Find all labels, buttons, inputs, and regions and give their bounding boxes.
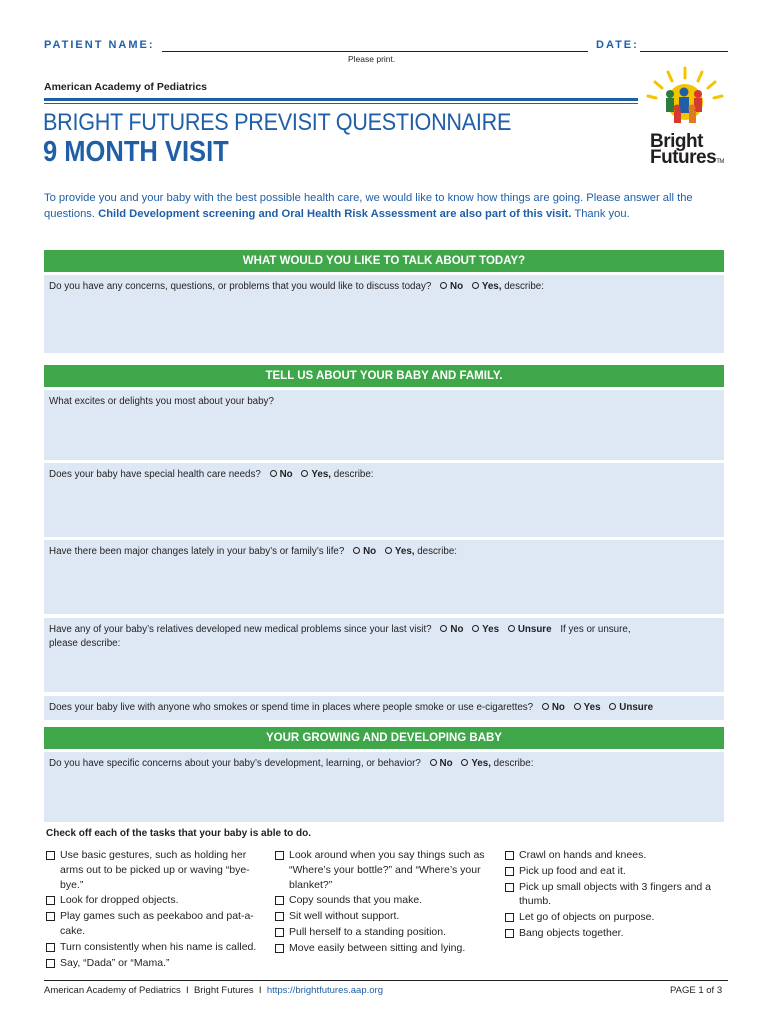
checkbox-icon[interactable] — [505, 883, 514, 892]
concerns-answer-box[interactable] — [44, 275, 724, 353]
changes-answer-box[interactable] — [44, 540, 724, 614]
relatives-no-option[interactable] — [440, 623, 463, 637]
smoke-no-option[interactable] — [542, 701, 565, 715]
checkbox-icon[interactable] — [275, 896, 284, 905]
option-describe-label: describe: — [333, 469, 374, 480]
option-describe-label: describe: — [504, 281, 544, 292]
option-yes-label: Yes — [583, 702, 601, 713]
patient-name-label: PATIENT NAME: — [44, 39, 155, 51]
checkbox-icon[interactable] — [275, 944, 284, 953]
logo-line-2-text: Futures — [650, 147, 717, 168]
logo-wordmark — [650, 131, 724, 170]
task-item[interactable] — [46, 956, 268, 971]
option-yes-label: Yes, — [481, 281, 502, 292]
checkbox-icon[interactable] — [505, 867, 514, 876]
option-no-label: No — [279, 469, 293, 480]
task-item[interactable] — [46, 940, 268, 955]
footer-link[interactable]: https://brightfutures.aap.org — [266, 985, 383, 996]
footer-credits — [44, 985, 383, 996]
task-label: Let go of objects on purpose. — [519, 911, 655, 924]
relatives-answer-box[interactable] — [44, 618, 724, 692]
relatives-question — [49, 623, 631, 651]
special-needs-answer-box[interactable] — [44, 463, 724, 537]
page-subtitle: 9 MONTH VISIT — [43, 136, 229, 168]
task-item[interactable] — [275, 941, 499, 956]
patient-name-field[interactable] — [162, 51, 588, 52]
date-label: DATE: — [596, 39, 639, 51]
radio-circle-icon[interactable] — [440, 625, 447, 632]
radio-circle-icon[interactable] — [542, 703, 549, 710]
option-describe-label: describe: — [493, 758, 534, 769]
relatives-unsure-option[interactable] — [508, 623, 552, 637]
development-question-text: Do you have specific concerns about your baby’s development, learning, or behavior? — [49, 758, 421, 769]
task-item[interactable] — [505, 864, 727, 879]
task-item[interactable] — [46, 909, 268, 939]
org-name: American Academy of Pediatrics — [44, 81, 208, 93]
logo-line-2 — [650, 147, 724, 170]
task-label: Turn consistently when his name is called. — [60, 940, 257, 953]
concerns-question — [49, 280, 544, 294]
checkbox-icon[interactable] — [275, 928, 284, 937]
option-yes-label: Yes, — [471, 758, 491, 769]
checkbox-icon[interactable] — [46, 912, 55, 921]
smoke-answer-box — [44, 696, 724, 720]
changes-question-text: Have there been major changes lately in your baby’s or family’s life? — [49, 546, 345, 557]
relatives-line2-text: please describe: — [49, 638, 121, 649]
section-talk-header: WHAT WOULD YOU LIKE TO TALK ABOUT TODAY? — [44, 250, 724, 272]
logo-line-1: Bright — [650, 131, 703, 152]
radio-circle-icon[interactable] — [385, 547, 392, 554]
task-item[interactable] — [275, 925, 499, 940]
option-no-label: No — [363, 546, 377, 557]
task-item[interactable] — [46, 893, 268, 908]
task-item[interactable] — [46, 848, 268, 892]
task-label: Pick up food and eat it. — [519, 864, 626, 877]
checkbox-icon[interactable] — [275, 912, 284, 921]
task-label: Look around when you say things such as “Where’s your bottle?” and “Where’s your blanket?” — [289, 849, 485, 891]
task-item[interactable] — [505, 880, 727, 910]
tasks-heading: Check off each of the tasks that your baby is able to do. — [46, 828, 312, 839]
task-item[interactable] — [275, 848, 499, 892]
option-unsure-label: Unsure — [517, 624, 552, 635]
checkbox-icon[interactable] — [275, 851, 284, 860]
option-describe-label: describe: — [417, 546, 457, 557]
option-no-label: No — [450, 281, 464, 292]
concerns-question-text: Do you have any concerns, questions, or problems that you would like to discuss today? — [49, 281, 432, 292]
radio-circle-icon[interactable] — [472, 625, 479, 632]
smoke-question — [49, 701, 653, 715]
checkbox-icon[interactable] — [505, 913, 514, 922]
special-needs-no-option[interactable] — [270, 468, 293, 482]
page-number: PAGE 1 of 3 — [670, 985, 723, 996]
relatives-yes-option[interactable] — [472, 623, 499, 637]
task-label: Look for dropped objects. — [60, 894, 179, 907]
task-label: Crawl on hands and knees. — [519, 849, 647, 861]
option-no-label: No — [439, 758, 453, 769]
checkbox-icon[interactable] — [46, 851, 55, 860]
tasks-column-1 — [46, 848, 268, 971]
task-label: Move easily between sitting and lying. — [289, 941, 466, 954]
date-field[interactable] — [640, 51, 728, 52]
intro-bold: Child Development screening and Oral Health Risk Assessment are also part of this visit. — [98, 208, 572, 220]
concerns-no-option[interactable] — [440, 280, 463, 294]
checkbox-icon[interactable] — [46, 959, 55, 968]
option-no-label: No — [450, 624, 464, 635]
special-needs-yes-option[interactable] — [301, 468, 373, 482]
radio-circle-icon[interactable] — [301, 470, 308, 477]
task-label: Use basic gestures, such as holding her arms out to be picked up or waving “bye-bye.” — [60, 849, 250, 891]
radio-circle-icon[interactable] — [461, 759, 468, 766]
please-print-note: Please print. — [348, 54, 396, 64]
special-needs-question-text: Does your baby have special health care needs? — [49, 469, 261, 480]
radio-circle-icon[interactable] — [440, 282, 447, 289]
option-no-label: No — [551, 702, 565, 713]
option-yes-label: Yes, — [394, 546, 415, 557]
task-label: Copy sounds that you make. — [289, 894, 423, 907]
tasks-column-3 — [505, 848, 727, 942]
relatives-tail-text: If yes or unsure, — [560, 624, 631, 635]
header-rule-thin — [44, 103, 638, 104]
excites-answer-box[interactable] — [44, 390, 724, 460]
development-yes-option[interactable] — [461, 757, 533, 771]
task-label: Play games such as peekaboo and pat-a-cake. — [60, 910, 254, 937]
smoke-question-text: Does your baby live with anyone who smokes or spend time in places where people smoke or use e-cigarettes? — [49, 702, 534, 713]
option-yes-label: Yes — [482, 624, 500, 635]
excites-question: What excites or delights you most about your baby? — [49, 396, 274, 407]
radio-circle-icon[interactable] — [430, 759, 437, 766]
development-question — [49, 757, 533, 771]
patient-header — [44, 38, 728, 54]
checkbox-icon[interactable] — [505, 929, 514, 938]
radio-circle-icon[interactable] — [353, 547, 360, 554]
page-title: BRIGHT FUTURES PREVISIT QUESTIONNAIRE — [43, 109, 512, 136]
changes-no-option[interactable] — [353, 545, 376, 559]
concerns-yes-option[interactable] — [472, 280, 544, 294]
footer-rule — [44, 980, 728, 981]
development-answer-box[interactable] — [44, 752, 724, 822]
checkbox-icon[interactable] — [46, 943, 55, 952]
radio-circle-icon[interactable] — [508, 625, 515, 632]
intro-text: To provide you and your baby with the best possible health care, we would like to know how things are going. Please answer all the questions. — [44, 192, 693, 220]
task-item[interactable] — [505, 910, 727, 925]
changes-question — [49, 545, 457, 559]
tasks-column-2 — [275, 848, 499, 957]
footer-credits-text: American Academy of Pediatrics I Bright Futures I — [44, 985, 267, 996]
section-growing-header: YOUR GROWING AND DEVELOPING BABY — [44, 727, 724, 749]
intro-end: Thank you. — [571, 208, 630, 220]
task-label: Pull herself to a standing position. — [289, 925, 447, 938]
relatives-question-text: Have any of your baby’s relatives developed new medical problems since your last visit? — [49, 624, 432, 635]
option-yes-label: Yes, — [311, 469, 332, 480]
task-label: Sit well without support. — [289, 910, 400, 923]
radio-circle-icon[interactable] — [472, 282, 479, 289]
task-item[interactable] — [275, 893, 499, 908]
header-rule — [44, 98, 638, 101]
smoke-unsure-option[interactable] — [609, 701, 653, 715]
task-label: Bang objects together. — [519, 926, 624, 939]
task-item[interactable] — [275, 909, 499, 924]
development-no-option[interactable] — [430, 757, 453, 771]
intro-paragraph — [44, 190, 734, 222]
section-family-header: TELL US ABOUT YOUR BABY AND FAMILY. — [44, 365, 724, 387]
special-needs-question — [49, 468, 374, 482]
option-unsure-label: Unsure — [619, 702, 654, 713]
checkbox-icon[interactable] — [46, 896, 55, 905]
radio-circle-icon[interactable] — [609, 703, 616, 710]
task-label: Say, “Dada” or “Mama.” — [60, 956, 170, 969]
task-item[interactable] — [505, 926, 727, 941]
changes-yes-option[interactable] — [385, 545, 457, 559]
smoke-yes-option[interactable] — [574, 701, 601, 715]
task-label: Pick up small objects with 3 fingers and a thumb. — [519, 880, 712, 908]
checkbox-icon[interactable] — [505, 851, 514, 860]
radio-circle-icon[interactable] — [574, 703, 581, 710]
task-item[interactable] — [505, 848, 727, 863]
radio-circle-icon[interactable] — [270, 470, 277, 477]
logo-tm: TM — [716, 159, 724, 165]
